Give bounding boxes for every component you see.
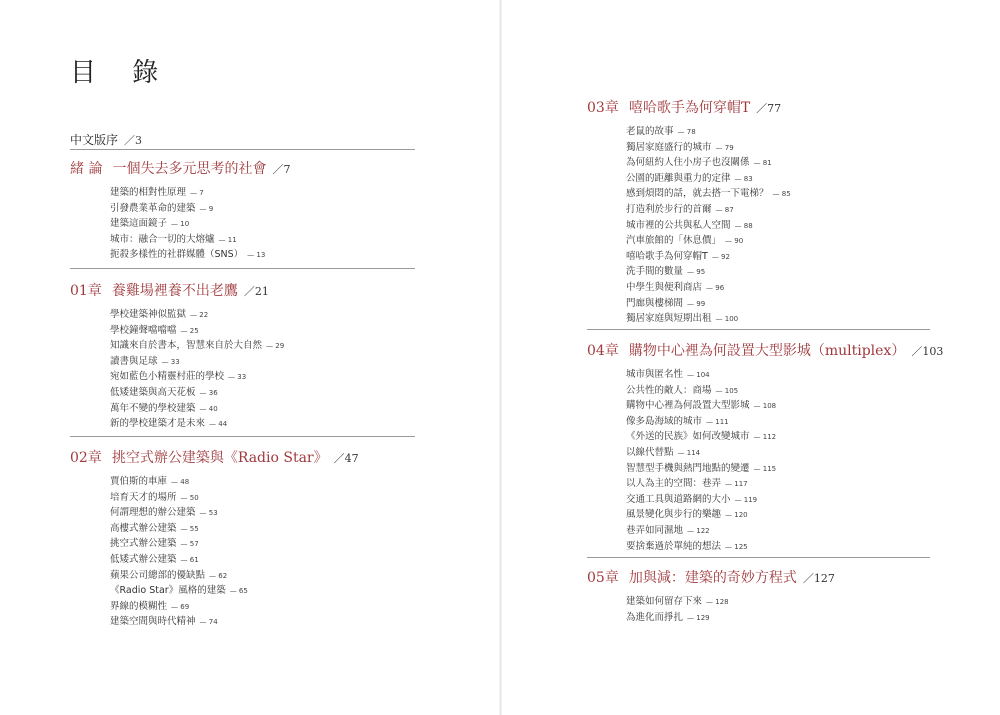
- toc-entry[interactable]: [110, 247, 290, 263]
- chapter-number: 03章: [587, 100, 619, 116]
- toc-entry[interactable]: [626, 523, 943, 539]
- chapter-number: 05章: [587, 570, 619, 586]
- entry-page: — 119: [734, 495, 758, 504]
- entry-title: 購物中心裡為何設置大型影城: [626, 400, 750, 412]
- toc-entry[interactable]: [626, 492, 943, 508]
- entry-page: — 99: [687, 299, 706, 308]
- entry-title: 要捨棄過於單純的想法: [626, 540, 722, 552]
- entry-page: — 74: [199, 618, 218, 627]
- entry-page: — 81: [753, 159, 772, 168]
- toc-entry[interactable]: [110, 201, 290, 217]
- toc-entry[interactable]: [110, 614, 359, 630]
- entry-title: 汽車旅館的「休息價」: [626, 235, 722, 247]
- toc-entry[interactable]: [626, 249, 791, 265]
- toc-entry[interactable]: [110, 536, 359, 552]
- entry-page: — 117: [725, 480, 748, 489]
- entry-list: [110, 474, 359, 630]
- entry-page: — 25: [180, 326, 199, 335]
- toc-entry[interactable]: [626, 429, 943, 445]
- entry-title: 城市與匿名性: [626, 369, 684, 380]
- divider: [70, 149, 415, 150]
- entry-page: — 33: [228, 373, 247, 382]
- entry-title: 城市裡的公共與私人空間: [626, 219, 731, 231]
- entry-page: — 108: [753, 402, 777, 411]
- entry-title: 挑空式辦公建築: [110, 538, 177, 550]
- entry-page: — 10: [171, 220, 190, 229]
- entry-title: 建築這面鏡子: [110, 218, 168, 230]
- entry-title: 為進化而掙扎: [626, 611, 684, 623]
- divider: [70, 268, 415, 269]
- toc-entry[interactable]: [626, 367, 943, 383]
- toc-entry[interactable]: [626, 280, 791, 296]
- toc-entry[interactable]: [626, 202, 791, 218]
- entry-title: 以線代替點: [626, 446, 674, 458]
- entry-page: — 88: [734, 221, 753, 230]
- toc-entry[interactable]: [626, 233, 791, 249]
- entry-title: 宛如藍色小精靈村莊的學校: [110, 371, 225, 383]
- toc-entry[interactable]: [626, 476, 943, 492]
- toc-entry[interactable]: [626, 383, 943, 399]
- entry-title: 讀書與足球: [110, 355, 158, 367]
- entry-title: 知識來自於書本，智慧來自於大自然: [110, 340, 263, 352]
- entry-page: — 105: [715, 386, 739, 395]
- entry-list: [626, 594, 835, 625]
- entry-page: — 69: [171, 602, 190, 611]
- entry-page: — 7: [190, 189, 204, 197]
- toc-entry[interactable]: [110, 568, 359, 584]
- chapter-intro: [70, 159, 290, 263]
- entry-title: 公園的距離與重力的定律: [626, 172, 731, 184]
- toc-entry[interactable]: [626, 171, 791, 187]
- entry-title: 低矮建築與高天花板: [110, 386, 196, 398]
- preface-label: 中文版序: [70, 133, 119, 147]
- chapter-04: [587, 341, 943, 554]
- entry-page: — 120: [725, 511, 748, 520]
- entry-page: — 125: [725, 542, 748, 551]
- toc-entry[interactable]: [626, 218, 791, 234]
- chapter-05: [587, 568, 835, 625]
- entry-title: 像多島海域的城市: [626, 415, 703, 427]
- toc-entry[interactable]: [110, 505, 359, 521]
- entry-page: — 50: [180, 493, 199, 502]
- toc-entry[interactable]: [626, 155, 791, 171]
- entry-page: — 55: [180, 524, 199, 533]
- toc-entry[interactable]: [626, 398, 943, 414]
- entry-title: 打造利於步行的首爾: [626, 203, 712, 215]
- entry-title: 獨居家庭盛行的城市: [626, 141, 712, 153]
- toc-entry[interactable]: [626, 610, 835, 626]
- entry-title: 學校鐘聲噹噹噹: [110, 324, 177, 336]
- entry-page: — 62: [209, 571, 228, 580]
- chapter-number: 01章: [70, 283, 102, 299]
- entry-page: — 22: [190, 311, 209, 319]
- toc-entry[interactable]: [626, 539, 943, 555]
- toc-entry[interactable]: [110, 521, 359, 537]
- entry-page: — 128: [706, 598, 729, 606]
- toc-entry[interactable]: [110, 416, 284, 432]
- entry-page: — 122: [687, 526, 710, 535]
- toc-entry[interactable]: [110, 369, 284, 385]
- entry-page: — 53: [199, 509, 218, 518]
- toc-entry[interactable]: [626, 296, 791, 312]
- chapter-01: [70, 281, 284, 432]
- entry-title: 建築如何留存下來: [626, 596, 703, 607]
- toc-entry[interactable]: [626, 507, 943, 523]
- entry-title: 以人為主的空間：巷弄: [626, 478, 722, 490]
- divider: [587, 557, 930, 558]
- toc-entry[interactable]: [626, 414, 943, 430]
- chapter-number: 02章: [70, 450, 102, 466]
- entry-title: 公共性的敵人：商場: [626, 384, 712, 396]
- toc-entry[interactable]: [626, 445, 943, 461]
- entry-title: 洗手間的數量: [626, 266, 684, 278]
- entry-title: 何謂理想的辦公建築: [110, 507, 196, 519]
- entry-page: — 33: [161, 357, 180, 366]
- chapter-heading[interactable]: [70, 281, 284, 301]
- entry-page: — 100: [715, 315, 739, 324]
- entry-title: 門廊與樓梯間: [626, 297, 684, 309]
- page-title: 目 錄: [70, 58, 173, 88]
- chapter-03: [587, 98, 791, 327]
- chapter-number: 04章: [587, 343, 619, 359]
- toc-entry[interactable]: [110, 232, 290, 248]
- toc-entry[interactable]: [110, 490, 359, 506]
- toc-entry[interactable]: [626, 186, 791, 202]
- toc-entry[interactable]: [110, 323, 284, 339]
- entry-page: — 44: [209, 420, 228, 429]
- entry-title: 培育天才的場所: [110, 491, 177, 503]
- toc-entry[interactable]: [626, 124, 791, 140]
- chapter-02: [70, 448, 359, 630]
- entry-title: 《Radio Star》風格的建築: [110, 585, 226, 597]
- entry-page: — 87: [715, 205, 734, 214]
- entry-page: — 92: [711, 252, 730, 261]
- entry-title: 城市：融合一切的大熔爐: [110, 233, 215, 245]
- entry-page: — 114: [677, 448, 701, 457]
- entry-page: — 61: [180, 555, 199, 564]
- chapter-heading[interactable]: [70, 159, 290, 179]
- chapter-heading[interactable]: [587, 568, 835, 588]
- chapter-number: 緒 論: [70, 161, 103, 177]
- entry-title: 感到煩悶的話，就去搭一下電梯？: [626, 188, 769, 200]
- toc-entry[interactable]: [110, 354, 284, 370]
- entry-page: — 65: [229, 587, 248, 596]
- entry-page: — 85: [772, 190, 791, 199]
- entry-title: 低矮式辦公建築: [110, 553, 177, 565]
- preface-page: ／3: [124, 134, 143, 147]
- entry-page: — 78: [677, 128, 696, 136]
- page-gutter: [499, 0, 502, 715]
- toc-entry[interactable]: [110, 552, 359, 568]
- divider: [70, 436, 415, 437]
- entry-title: 學校建築神似監獄: [110, 309, 187, 320]
- chapter-title: 挑空式辦公建築與《Radio Star》: [111, 450, 328, 466]
- entry-title: 建築的相對性原理: [110, 187, 187, 198]
- entry-page: — 11: [218, 235, 237, 244]
- entry-title: 老鼠的故事: [626, 126, 674, 137]
- entry-page: — 104: [687, 371, 710, 379]
- entry-title: 蘋果公司總部的優缺點: [110, 569, 206, 581]
- toc-entry[interactable]: [626, 461, 943, 477]
- chapter-title: 嘻哈歌手為何穿帽T: [628, 100, 751, 116]
- entry-title: 智慧型手機與熱門地點的變遷: [626, 462, 750, 474]
- toc-entry[interactable]: [110, 474, 359, 490]
- entry-list: [110, 185, 290, 263]
- chapter-title: 一個失去多元思考的社會: [112, 161, 267, 177]
- entry-page: — 40: [199, 404, 218, 413]
- chapter-title: 加與減：建築的奇妙方程式: [628, 570, 797, 586]
- divider: [587, 329, 930, 330]
- toc-entry[interactable]: [110, 583, 359, 599]
- toc-entry[interactable]: [626, 140, 791, 156]
- entry-title: 獨居家庭與短期出租: [626, 313, 712, 325]
- entry-title: 界線的模糊性: [110, 600, 168, 612]
- entry-page: — 115: [753, 464, 777, 473]
- chapter-page: ／77: [756, 102, 782, 115]
- chapter-heading[interactable]: [587, 98, 791, 118]
- entry-page: — 13: [247, 251, 266, 260]
- entry-title: 交通工具與道路網的大小: [626, 493, 731, 505]
- entry-title: 為何紐約人住小房子也沒關係: [626, 157, 750, 169]
- entry-title: 賈伯斯的車庫: [110, 476, 168, 487]
- entry-title: 中學生與便利商店: [626, 281, 703, 293]
- entry-page: — 9: [199, 204, 214, 213]
- toc-entry[interactable]: [626, 594, 835, 610]
- entry-page: — 129: [687, 613, 710, 622]
- entry-title: 建築空間與時代精神: [110, 616, 196, 628]
- chapter-page: ／47: [333, 452, 359, 465]
- toc-entry[interactable]: [626, 264, 791, 280]
- entry-list: [626, 367, 943, 554]
- entry-page: — 95: [687, 268, 706, 277]
- entry-page: — 111: [706, 417, 729, 426]
- chapter-page: ／7: [272, 163, 291, 176]
- entry-title: 嘻哈歌手為何穿帽T: [626, 250, 708, 262]
- entry-title: 巷弄如同濕地: [626, 524, 684, 536]
- chapter-page: ／103: [911, 345, 944, 358]
- entry-page: — 90: [725, 237, 744, 246]
- toc-entry[interactable]: [110, 338, 284, 354]
- toc-entry[interactable]: [110, 401, 284, 417]
- chapter-title: 養雞場裡養不出老鷹: [111, 283, 238, 299]
- chapter-page: ／127: [802, 572, 835, 585]
- toc-entry[interactable]: [110, 185, 290, 201]
- entry-title: 風景變化與步行的樂趣: [626, 509, 722, 521]
- chapter-heading[interactable]: [70, 448, 359, 468]
- toc-entry[interactable]: [626, 311, 791, 327]
- entry-title: 高樓式辦公建築: [110, 522, 177, 534]
- chapter-title: 購物中心裡為何設置大型影城（multiplex）: [628, 343, 906, 359]
- entry-page: — 36: [199, 388, 218, 397]
- entry-page: — 29: [266, 342, 285, 351]
- chapter-page: ／21: [243, 285, 269, 298]
- entry-title: 新的學校建築才是未來: [110, 418, 206, 430]
- entry-title: 扼殺多樣性的社群媒體（SNS）: [110, 249, 244, 261]
- toc-entry[interactable]: [110, 307, 284, 323]
- toc-entry[interactable]: [110, 599, 359, 615]
- entry-title: 萬年不變的學校建築: [110, 402, 196, 414]
- entry-page: — 112: [753, 433, 777, 442]
- entry-page: — 57: [180, 540, 199, 549]
- entry-title: 引發農業革命的建築: [110, 202, 196, 214]
- entry-page: — 83: [734, 174, 753, 183]
- toc-entry[interactable]: [110, 216, 290, 232]
- chapter-heading[interactable]: [587, 341, 943, 361]
- entry-page: — 48: [171, 478, 190, 486]
- entry-list: [626, 124, 791, 327]
- entry-page: — 79: [715, 143, 734, 152]
- entry-title: 《外送的民族》如何改變城市: [626, 431, 750, 443]
- entry-page: — 96: [706, 283, 725, 292]
- entry-list: [110, 307, 284, 432]
- preface-entry[interactable]: [70, 131, 142, 148]
- toc-entry[interactable]: [110, 385, 284, 401]
